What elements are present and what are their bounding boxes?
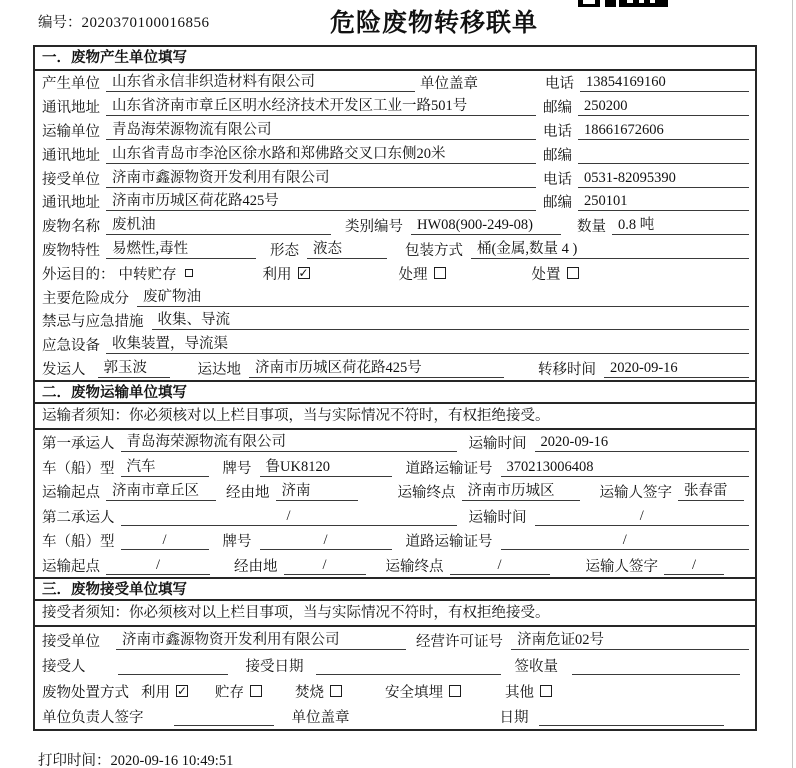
vehicle-type-value: / [121, 531, 209, 550]
transfer-time-value: 2020-09-16 [604, 359, 749, 378]
zip-label: 邮编 [543, 195, 572, 212]
origin-value: / [106, 556, 210, 575]
emergency-label: 禁忌与应急措施 [42, 314, 144, 331]
road-license-label: 道路运输证号 [405, 534, 493, 551]
other-checkbox [540, 685, 552, 697]
row-vehicle2 [35, 528, 755, 553]
responsible-sign-value [174, 707, 274, 726]
qr-block [583, 0, 595, 4]
endpoint-value: 济南市历城区 [462, 482, 580, 501]
quantity-value: 0.8 吨 [612, 216, 749, 235]
qr-block [605, 0, 616, 7]
endpoint-label: 运输终点 [397, 485, 456, 502]
section3-header: 三．废物接受单位填写 [35, 577, 755, 601]
qr-block [639, 0, 644, 3]
via-value: / [284, 556, 366, 575]
seal-label: 单位盖章 [420, 76, 478, 93]
section3-notice: 接受者须知：你必须核对以上栏目事项，当与实际情况不符时，有权拒绝接受。 [35, 601, 755, 627]
transport-time-label: 运输时间 [468, 436, 527, 453]
packaging-label: 包装方式 [405, 242, 463, 259]
phone-label: 电话 [543, 171, 572, 188]
row-disposal-method [35, 678, 755, 704]
row-route1 [35, 479, 755, 504]
zip-value: 250101 [578, 192, 749, 211]
road-license-label: 道路运输证号 [405, 460, 493, 477]
row-producer [35, 71, 755, 95]
equipment-value: 收集装置，导流渠 [106, 335, 749, 354]
section2-header: 二．废物运输单位填写 [35, 380, 755, 404]
via-label: 经由地 [234, 558, 278, 575]
plate-value: 鲁UK8120 [260, 458, 392, 477]
option-transfer-storage: 中转贮存 [118, 266, 177, 283]
section1-header: 一．废物产生单位填写 [35, 47, 755, 71]
acceptor-value [118, 656, 228, 675]
section2-notice: 运输者须知：你必须核对以上栏目事项，当与实际情况不符时，有权拒绝接受。 [35, 404, 755, 430]
phone-label: 电话 [543, 123, 572, 140]
hazard-label: 主要危险成分 [42, 290, 129, 307]
row-route2 [35, 553, 755, 578]
option-store: 贮存 [215, 684, 244, 701]
store-checkbox [250, 685, 262, 697]
zip-label: 邮编 [543, 100, 572, 117]
qr-block [650, 0, 655, 3]
row-transporter-address [35, 142, 755, 166]
responsible-sign-label: 单位负责人签字 [42, 710, 144, 727]
operating-license-value: 济南危证02号 [511, 631, 749, 650]
transporter-sign-value: / [664, 556, 724, 575]
utilize-checkbox: ✓ [298, 265, 309, 280]
phone-value: 13854169160 [580, 73, 749, 92]
purpose-label: 外运目的： [42, 266, 115, 283]
waste-name-value: 废机油 [106, 216, 331, 235]
document-number-label: 编号： [38, 15, 82, 31]
option-dispose: 处置 [531, 266, 561, 283]
transporter-label: 运输单位 [42, 123, 100, 140]
option-utilize: 利用 [262, 266, 292, 283]
producer-label: 产生单位 [42, 76, 100, 93]
carrier1-value: 青岛海荣源物流有限公司 [121, 433, 457, 452]
plate-label: 牌号 [222, 534, 252, 551]
category-value: HW08(900-249-08) [411, 216, 561, 235]
acceptor-label: 接受人 [42, 659, 86, 676]
carrier1-label: 第一承运人 [42, 436, 115, 453]
hazard-value: 废矿物油 [137, 288, 749, 307]
vehicle-type-value: 汽车 [121, 458, 209, 477]
treat-checkbox [434, 267, 446, 279]
waste-props-value: 易燃性,毒性 [106, 240, 256, 259]
quantity-label: 数量 [577, 219, 606, 236]
zip-value [578, 145, 749, 164]
origin-label: 运输起点 [42, 485, 100, 502]
document-number [38, 11, 210, 32]
destination-label: 运达地 [197, 361, 241, 378]
signed-quantity-value [572, 656, 740, 675]
option-landfill: 安全填埋 [385, 684, 443, 701]
option-treat: 处理 [398, 266, 428, 283]
row-receiver [35, 166, 755, 190]
origin-value: 济南市章丘区 [106, 482, 216, 501]
carrier2-label: 第二承运人 [42, 509, 115, 526]
row-signoff [35, 704, 755, 730]
dispatcher-value: 郭玉波 [98, 359, 170, 378]
plate-value: / [260, 531, 392, 550]
emergency-value: 收集、导流 [152, 311, 750, 330]
address-value: 山东省济南市章丘区明水经济技术开发区工业一路501号 [106, 97, 536, 116]
dispose-checkbox [567, 267, 579, 279]
row-vehicle1 [35, 455, 755, 480]
road-license-value: / [501, 531, 750, 550]
equipment-label: 应急设备 [42, 338, 100, 355]
form-label: 形态 [270, 242, 299, 259]
row-waste-name [35, 214, 755, 238]
vehicle-type-label: 车（船）型 [42, 534, 115, 551]
row-dispatch [35, 357, 755, 381]
manifest-form-table [33, 45, 757, 731]
scan-edge-line [792, 0, 793, 768]
qr-block [627, 0, 633, 3]
transporter-sign-label: 运输人签字 [599, 485, 672, 502]
receiver-value: 济南市鑫源物资开发利用有限公司 [106, 169, 536, 188]
transport-time-label: 运输时间 [468, 509, 527, 526]
document-number-value: 2020370100016856 [81, 15, 210, 31]
row-acceptor [35, 653, 755, 679]
address-label: 通讯地址 [42, 147, 100, 164]
zip-label: 邮编 [543, 147, 572, 164]
landfill-checkbox [449, 685, 461, 697]
waste-name-label: 废物名称 [42, 219, 100, 236]
option-other: 其他 [505, 684, 534, 701]
phone-value: 0531-82095390 [578, 169, 749, 188]
waste-props-label: 废物特性 [42, 242, 100, 259]
transporter-sign-label: 运输人签字 [585, 558, 658, 575]
phone-label: 电话 [545, 76, 574, 93]
date-value [539, 707, 724, 726]
address-value: 济南市历城区荷花路425号 [106, 192, 536, 211]
transporter-sign-value: 张春雷 [678, 482, 744, 501]
row-receiver-address [35, 190, 755, 214]
option-utilize: 利用 [141, 684, 170, 701]
accept-unit-label: 接受单位 [42, 633, 100, 650]
row-carrier1 [35, 430, 755, 455]
receiver-label: 接受单位 [42, 171, 100, 188]
disposal-method-label: 废物处置方式 [42, 684, 129, 701]
unit-seal-label: 单位盖章 [291, 710, 350, 727]
origin-label: 运输起点 [42, 558, 100, 575]
vehicle-type-label: 车（船）型 [42, 460, 115, 477]
form-value: 液态 [307, 240, 387, 259]
incinerate-checkbox [330, 685, 342, 697]
utilize-checkbox: ✓ [177, 683, 188, 698]
producer-value: 山东省永信非织造材料有限公司 [106, 73, 415, 92]
row-waste-props [35, 238, 755, 262]
accept-date-label: 接受日期 [245, 659, 304, 676]
transport-time-value: / [535, 507, 750, 526]
packaging-value: 桶(金属,数量 4 ) [471, 240, 749, 259]
row-purpose [35, 261, 755, 285]
transport-time-value: 2020-09-16 [535, 433, 750, 452]
endpoint-label: 运输终点 [385, 558, 444, 575]
destination-value: 济南市历城区荷花路425号 [249, 359, 504, 378]
option-incinerate: 焚烧 [295, 684, 324, 701]
plate-label: 牌号 [222, 460, 252, 477]
transfer-time-label: 转移时间 [538, 361, 596, 378]
signed-quantity-label: 签收量 [514, 659, 558, 676]
address-label: 通讯地址 [42, 195, 100, 212]
via-value: 济南 [276, 482, 358, 501]
row-carrier2 [35, 504, 755, 529]
via-label: 经由地 [226, 485, 270, 502]
row-accept-unit [35, 627, 755, 653]
accept-date-value [316, 656, 501, 675]
row-producer-address [35, 95, 755, 119]
print-time: 打印时间：2020-09-16 10:49:51 [38, 753, 234, 768]
accept-unit-value: 济南市鑫源物资开发利用有限公司 [116, 631, 406, 650]
row-emergency [35, 309, 755, 333]
road-license-value: 370213006408 [501, 458, 750, 477]
row-equipment [35, 333, 755, 357]
address-label: 通讯地址 [42, 100, 100, 117]
date-label: 日期 [499, 710, 529, 727]
row-hazard [35, 285, 755, 309]
transfer-storage-checkbox [185, 269, 193, 277]
dispatcher-label: 发运人 [42, 361, 86, 378]
phone-value: 18661672606 [578, 121, 749, 140]
endpoint-value: / [450, 556, 550, 575]
category-label: 类别编号 [345, 219, 403, 236]
page-title: 危险废物转移联单 [330, 10, 539, 37]
row-transporter [35, 119, 755, 143]
qr-code-fragment [578, 0, 668, 7]
transporter-value: 青岛海荣源物流有限公司 [106, 121, 536, 140]
address-value: 山东省青岛市李沧区徐水路和郑佛路交叉口东侧20米 [106, 145, 536, 164]
carrier2-value: / [121, 507, 457, 526]
zip-value: 250200 [578, 97, 749, 116]
operating-license-label: 经营许可证号 [416, 633, 503, 650]
